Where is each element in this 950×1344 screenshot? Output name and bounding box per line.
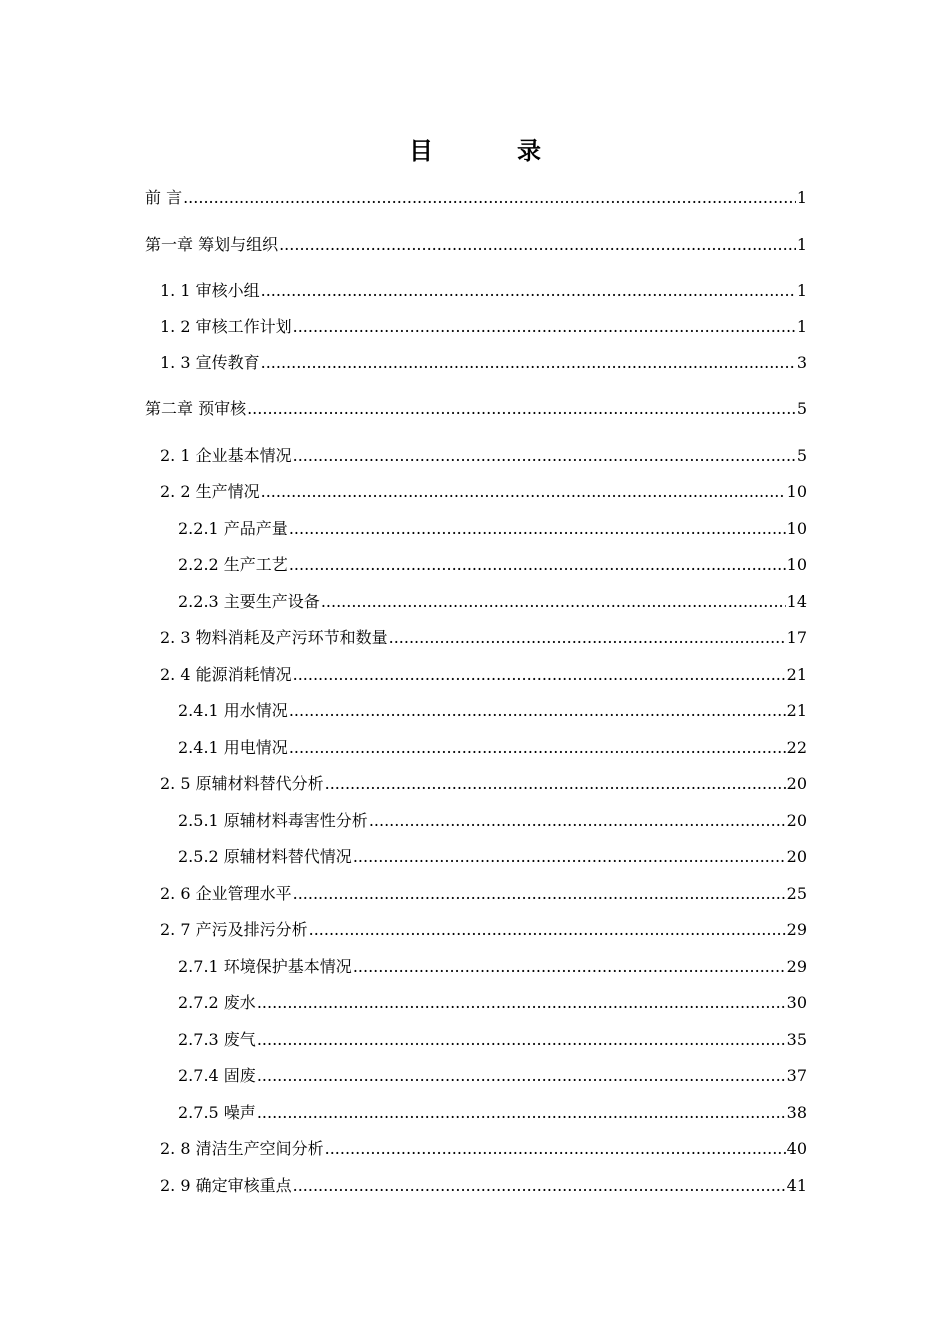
toc-entry-label: 2.7.5 噪声 [178, 1103, 256, 1122]
toc-leader-dots [293, 446, 796, 466]
toc-entry[interactable] [160, 345, 807, 373]
toc-leader-dots [261, 281, 796, 301]
toc-entry[interactable] [178, 511, 807, 539]
toc-entry[interactable] [178, 693, 807, 721]
toc-leader-dots [321, 592, 786, 612]
toc-leader-dots [325, 1139, 786, 1159]
toc-leader-dots [257, 1066, 786, 1086]
toc-entry-label: 2. 7 产污及排污分析 [160, 920, 308, 939]
toc-entry[interactable] [160, 620, 807, 648]
toc-entry-page-number: 10 [786, 519, 807, 538]
toc-leader-dots [289, 738, 786, 758]
toc-entry[interactable] [178, 1022, 807, 1050]
toc-entry-label: 2.7.4 固废 [178, 1066, 256, 1085]
toc-entry[interactable] [178, 730, 807, 758]
toc-leader-dots [369, 811, 786, 831]
toc-leader-dots [247, 399, 796, 419]
toc-entry-page-number: 29 [786, 957, 807, 976]
toc-entry[interactable] [178, 547, 807, 575]
toc-entry-page-number: 21 [786, 701, 807, 720]
toc-leader-dots [293, 1176, 786, 1196]
toc-entry-page-number: 1 [796, 188, 807, 207]
toc-leader-dots [289, 519, 786, 539]
toc-entry[interactable] [178, 839, 807, 867]
toc-entry-label: 2.5.1 原辅材料毒害性分析 [178, 811, 368, 830]
toc-entry-page-number: 3 [796, 353, 807, 372]
toc-entry-page-number: 20 [786, 847, 807, 866]
toc-entry-label: 2. 9 确定审核重点 [160, 1176, 292, 1195]
toc-entry[interactable] [160, 1131, 807, 1159]
toc-entry-label: 2.4.1 用水情况 [178, 701, 288, 720]
toc-leader-dots [293, 884, 786, 904]
toc-entry-page-number: 25 [786, 884, 807, 903]
toc-entry-label: 2. 2 生产情况 [160, 482, 260, 501]
toc-leader-dots [293, 317, 796, 337]
toc-entry-label: 2.2.1 产品产量 [178, 519, 288, 538]
toc-leader-dots [389, 628, 786, 648]
toc-leader-dots [309, 920, 786, 940]
toc-entry[interactable] [160, 876, 807, 904]
toc-entry-page-number: 20 [786, 811, 807, 830]
toc-leader-dots [257, 993, 786, 1013]
toc-leader-dots [353, 847, 786, 867]
toc-entry-page-number: 14 [786, 592, 807, 611]
toc-entry-label: 前 言 [145, 188, 183, 207]
toc-entry-label: 第二章 预审核 [145, 399, 247, 418]
toc-entry[interactable] [178, 949, 807, 977]
toc-entry-label: 2. 4 能源消耗情况 [160, 665, 292, 684]
toc-entry-label: 2.5.2 原辅材料替代情况 [178, 847, 352, 866]
toc-entry-label: 2. 1 企业基本情况 [160, 446, 292, 465]
toc-entry-page-number: 35 [786, 1030, 807, 1049]
toc-leader-dots [289, 701, 786, 721]
toc-entry-label: 2. 8 清洁生产空间分析 [160, 1139, 324, 1158]
toc-entry-page-number: 1 [796, 317, 807, 336]
toc-title: 目 录 [409, 137, 571, 165]
toc-leader-dots [353, 957, 786, 977]
toc-entry-label: 2. 5 原辅材料替代分析 [160, 774, 324, 793]
toc-entry-page-number: 29 [786, 920, 807, 939]
toc-entry[interactable] [160, 438, 807, 466]
toc-entry[interactable] [178, 985, 807, 1013]
toc-leader-dots [257, 1030, 786, 1050]
toc-leader-dots [261, 353, 796, 373]
toc-entry-label: 2. 3 物料消耗及产污环节和数量 [160, 628, 388, 647]
toc-entry-page-number: 10 [786, 482, 807, 501]
toc-entry-page-number: 1 [796, 281, 807, 300]
toc-entry-label: 2.4.1 用电情况 [178, 738, 288, 757]
toc-leader-dots [325, 774, 786, 794]
toc-entry-page-number: 22 [786, 738, 807, 757]
toc-entry-label: 2. 6 企业管理水平 [160, 884, 292, 903]
toc-leader-dots [279, 235, 796, 255]
toc-entry-page-number: 1 [796, 235, 807, 254]
toc-entry-page-number: 5 [796, 399, 807, 418]
toc-entry-page-number: 21 [786, 665, 807, 684]
toc-entry-label: 2.7.3 废气 [178, 1030, 256, 1049]
toc-entry[interactable] [178, 584, 807, 612]
toc-leader-dots [293, 665, 786, 685]
toc-entry-page-number: 5 [796, 446, 807, 465]
toc-entry[interactable] [178, 803, 807, 831]
toc-entry[interactable] [178, 1058, 807, 1086]
toc-entry-page-number: 38 [786, 1103, 807, 1122]
toc-entry-label: 第一章 筹划与组织 [145, 235, 279, 254]
toc-entry-page-number: 20 [786, 774, 807, 793]
toc-entry-label: 1. 2 审核工作计划 [160, 317, 292, 336]
toc-entry-label: 2.2.3 主要生产设备 [178, 592, 320, 611]
toc-entry[interactable] [160, 1168, 807, 1196]
toc-entry-page-number: 17 [786, 628, 807, 647]
toc-entry-page-number: 40 [786, 1139, 807, 1158]
toc-entry-page-number: 41 [786, 1176, 807, 1195]
toc-entry[interactable] [145, 180, 807, 208]
toc-entry[interactable] [178, 1095, 807, 1123]
toc-entry[interactable] [160, 657, 807, 685]
toc-entry-page-number: 30 [786, 993, 807, 1012]
toc-entry[interactable] [160, 766, 807, 794]
toc-entry[interactable] [145, 391, 807, 419]
toc-entry-label: 2.7.2 废水 [178, 993, 256, 1012]
toc-entry[interactable] [160, 474, 807, 502]
toc-entry-page-number: 10 [786, 555, 807, 574]
toc-entry-page-number: 37 [786, 1066, 807, 1085]
toc-entry-label: 1. 1 审核小组 [160, 281, 260, 300]
toc-leader-dots [257, 1103, 786, 1123]
toc-entry-label: 2.7.1 环境保护基本情况 [178, 957, 352, 976]
toc-entry[interactable] [145, 227, 807, 255]
toc-entry-label: 1. 3 宣传教育 [160, 353, 260, 372]
toc-leader-dots [261, 482, 786, 502]
toc-entry[interactable] [160, 309, 807, 337]
toc-entry-label: 2.2.2 生产工艺 [178, 555, 288, 574]
toc-entry[interactable] [160, 273, 807, 301]
toc-entry[interactable] [160, 912, 807, 940]
toc-leader-dots [183, 188, 796, 208]
toc-leader-dots [289, 555, 786, 575]
